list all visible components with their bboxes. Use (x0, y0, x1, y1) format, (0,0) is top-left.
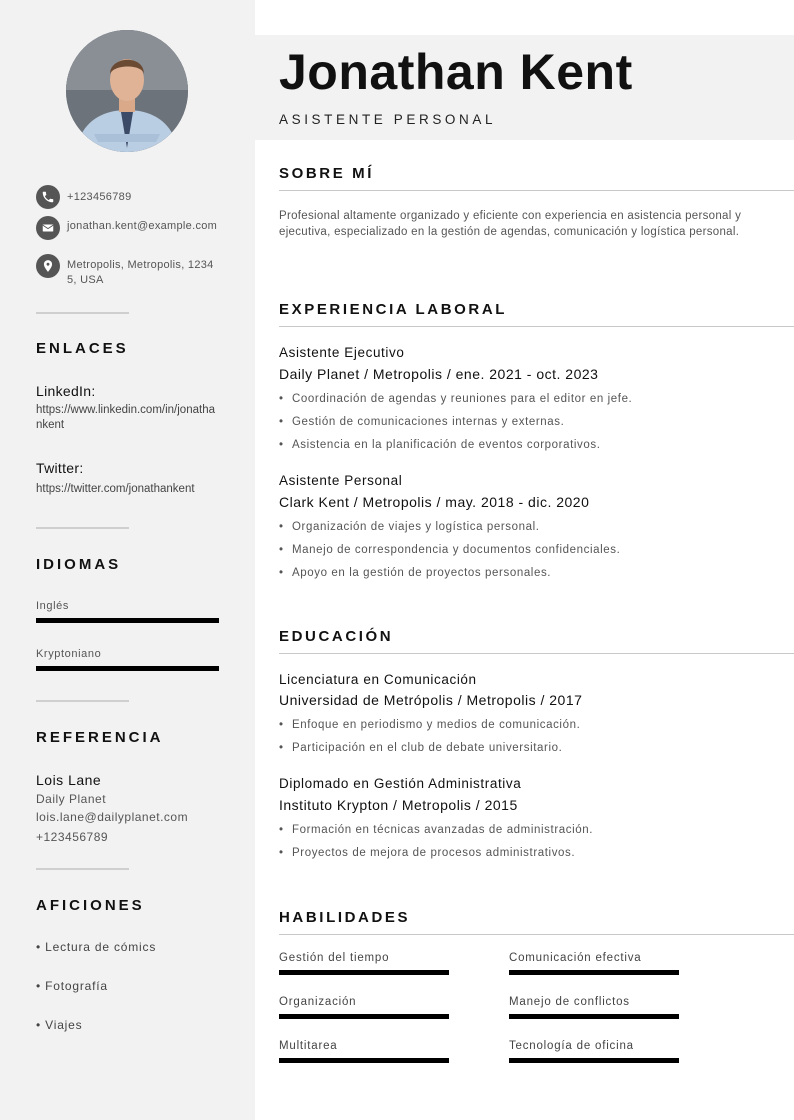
about-heading: SOBRE MÍ (279, 165, 374, 182)
hobby-label: Lectura de cómics (45, 940, 157, 954)
bullet-text: Gestión de comunicaciones internas y externas. (292, 416, 565, 428)
about-text: Profesional altamente organizado y eficiente con experiencia en asistencia personal y ejecutiva, especializado en la gestión de agendas, comunicación y logística personal. (279, 210, 742, 238)
language-level-bar (36, 666, 219, 671)
address-text: Metropolis, Metropolis, 12345, USA (67, 259, 214, 286)
language-name: Kryptoniano (36, 648, 102, 660)
sidebar-divider (36, 527, 129, 529)
language-level-bar (36, 618, 219, 623)
hobbies-heading: AFICIONES (36, 897, 145, 914)
bullet-text: Manejo de correspondencia y documentos confidenciales. (292, 544, 621, 556)
contact-email (36, 216, 226, 240)
skill-name: Tecnología de oficina (509, 1040, 634, 1052)
education-bullet: • Enfoque en periodismo y medios de comunicación. (279, 719, 581, 731)
skills-heading: HABILIDADES (279, 909, 411, 926)
linkedin-link[interactable]: https://www.linkedin.com/in/jonathankent (36, 404, 215, 431)
job-bullet: • Coordinación de agendas y reuniones para el editor en jefe. (279, 393, 633, 405)
contact-phone (36, 185, 226, 209)
degree-title: Licenciatura en Comunicación (279, 672, 477, 687)
map-pin-icon (36, 254, 60, 278)
job-bullet: • Manejo de correspondencia y documentos confidenciales. (279, 544, 621, 556)
hobby-item: • Viajes (36, 1018, 83, 1032)
language-level-fill (36, 666, 219, 671)
twitter-label: Twitter: (36, 460, 84, 476)
phone-icon (36, 185, 60, 209)
bullet-text: Apoyo en la gestión de proyectos personales. (292, 567, 552, 579)
hobby-label: Fotografía (45, 979, 108, 993)
skill-level-bar (279, 1058, 449, 1063)
reference-name: Lois Lane (36, 772, 102, 788)
section-rule (279, 326, 794, 327)
reference-email: lois.lane@dailyplanet.com (36, 810, 189, 824)
reference-phone: +123456789 (36, 830, 109, 844)
job-role: Asistente Personal (279, 473, 403, 488)
bullet-text: Proyectos de mejora de procesos administrativos. (292, 847, 576, 859)
job-bullet: • Apoyo en la gestión de proyectos personales. (279, 567, 552, 579)
education-bullet: • Proyectos de mejora de procesos administrativos. (279, 847, 576, 859)
skill-level-fill (509, 970, 679, 975)
section-rule (279, 653, 794, 654)
contact-address (36, 254, 226, 288)
section-rule (279, 190, 794, 191)
skill-level-bar (279, 970, 449, 975)
job-details: Clark Kent / Metropolis / may. 2018 - dic. 2020 (279, 494, 590, 510)
skill-name: Multitarea (279, 1040, 338, 1052)
section-rule (279, 934, 794, 935)
education-bullet: • Formación en técnicas avanzadas de administración. (279, 824, 594, 836)
skill-name: Manejo de conflictos (509, 996, 630, 1008)
degree-title: Diplomado en Gestión Administrativa (279, 776, 522, 791)
education-heading: EDUCACIÓN (279, 628, 394, 645)
skill-level-fill (279, 1058, 449, 1063)
linkedin-label: LinkedIn: (36, 383, 96, 399)
envelope-icon (36, 216, 60, 240)
skill-name: Organización (279, 996, 357, 1008)
education-bullet: • Participación en el club de debate universitario. (279, 742, 563, 754)
reference-heading: REFERENCIA (36, 729, 164, 746)
language-level-fill (36, 618, 219, 623)
job-bullet: • Asistencia en la planificación de eventos corporativos. (279, 439, 601, 451)
skill-name: Comunicación efectiva (509, 952, 642, 964)
experience-heading: EXPERIENCIA LABORAL (279, 301, 508, 318)
person-title: ASISTENTE PERSONAL (279, 112, 497, 127)
skill-level-bar (509, 1058, 679, 1063)
languages-heading: IDIOMAS (36, 556, 122, 573)
profile-photo (66, 30, 188, 152)
skill-level-bar (509, 970, 679, 975)
skill-level-bar (279, 1014, 449, 1019)
degree-details: Universidad de Metrópolis / Metropolis / 2017 (279, 692, 583, 708)
hobby-label: Viajes (45, 1018, 83, 1032)
job-bullet: • Organización de viajes y logística personal. (279, 521, 540, 533)
sidebar-divider (36, 700, 129, 702)
twitter-link[interactable]: https://twitter.com/jonathankent (36, 483, 195, 495)
reference-company: Daily Planet (36, 792, 107, 806)
bullet-text: Asistencia en la planificación de eventos corporativos. (292, 439, 601, 451)
bullet-text: Formación en técnicas avanzadas de administración. (292, 824, 594, 836)
bullet-text: Coordinación de agendas y reuniones para el editor en jefe. (292, 393, 633, 405)
job-details: Daily Planet / Metropolis / ene. 2021 - oct. 2023 (279, 366, 599, 382)
bullet-text: Enfoque en periodismo y medios de comunicación. (292, 719, 581, 731)
degree-details: Instituto Krypton / Metropolis / 2015 (279, 797, 518, 813)
sidebar-divider (36, 312, 129, 314)
skill-name: Gestión del tiempo (279, 952, 390, 964)
person-name: Jonathan Kent (279, 44, 633, 100)
bullet-text: Organización de viajes y logística personal. (292, 521, 540, 533)
skill-level-bar (509, 1014, 679, 1019)
phone-text: +123456789 (67, 191, 132, 203)
skill-level-fill (509, 1014, 679, 1019)
job-bullet: • Gestión de comunicaciones internas y externas. (279, 416, 565, 428)
sidebar-divider (36, 868, 129, 870)
skill-level-fill (279, 970, 449, 975)
links-heading: ENLACES (36, 340, 129, 357)
job-role: Asistente Ejecutivo (279, 345, 405, 360)
hobby-item: • Fotografía (36, 979, 108, 993)
language-name: Inglés (36, 600, 69, 612)
hobby-item: • Lectura de cómics (36, 940, 157, 954)
skill-level-fill (279, 1014, 449, 1019)
bullet-text: Participación en el club de debate universitario. (292, 742, 563, 754)
email-text: jonathan.kent@example.com (67, 220, 218, 232)
skill-level-fill (509, 1058, 679, 1063)
